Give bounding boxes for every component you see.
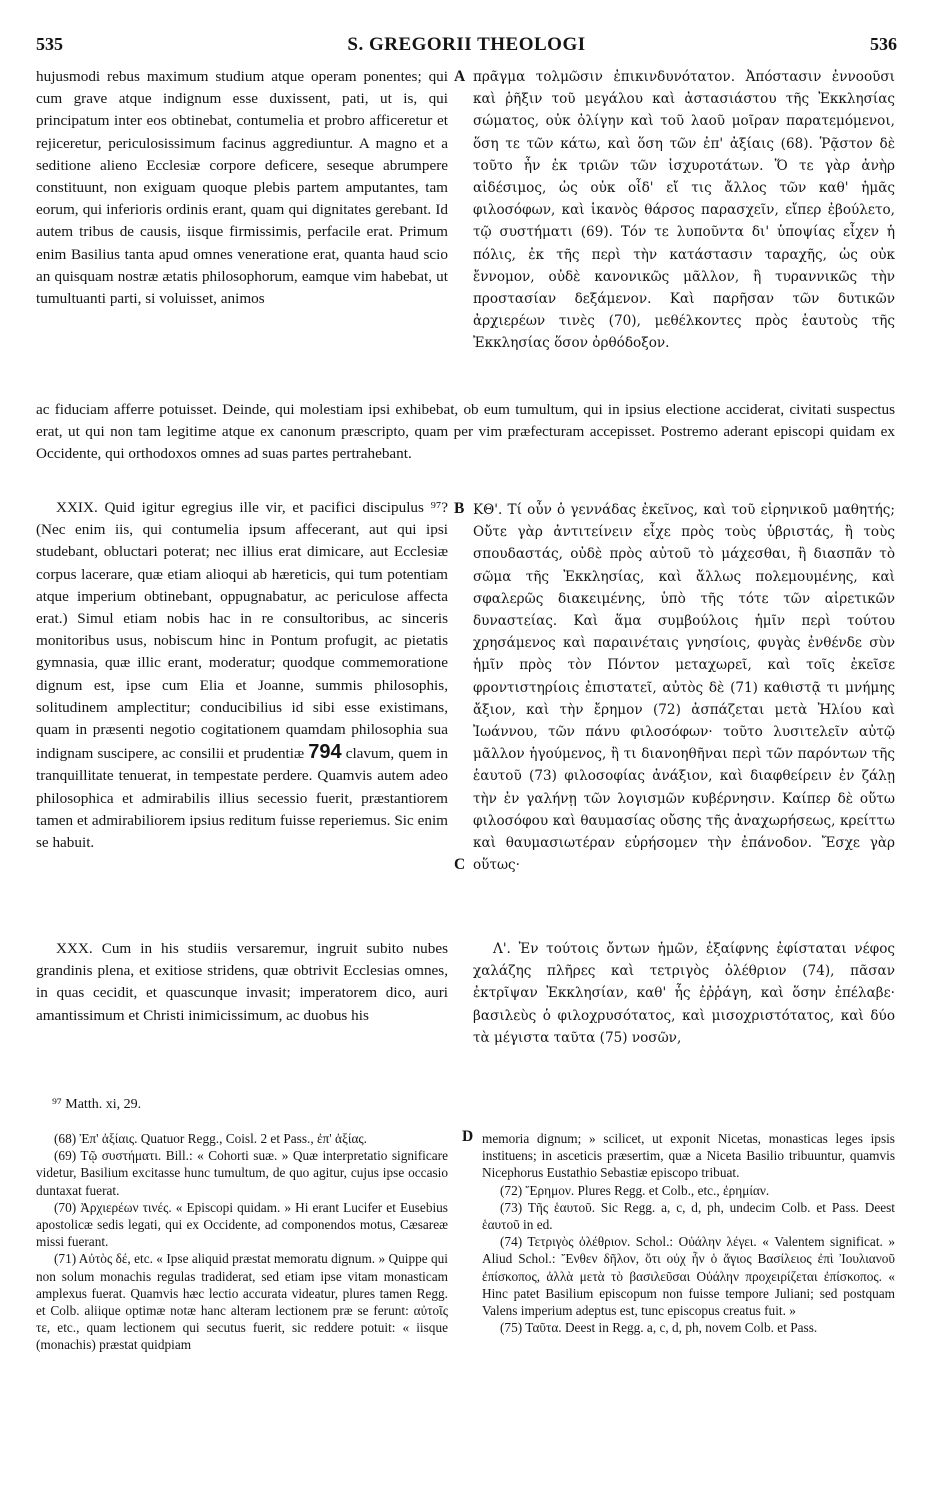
note-71: (71) Αὐτὸς δέ, etc. « Ipse aliquid præstat memoratu dignum. » Quippe qui non solum monachis regulas tradiderat, sed etiam ipse vitam monasticam amplexus fuerat. Quamvis hæc lectio accurata videatur, plures tamen Regg. et Colb. aliique optimæ notæ hanc alteram lectionem præ se ferunt: αὐτοῖς τε, etc., quam lectionem qui secutus fuerit, sic reddere potuit: « iisque (monachis) præstat quidpiam [36,1251,448,1353]
latin-section-xxx: XXX. Cum in his studiis versaremur, ingruit subito nubes grandinis plena, et exitiose stridens, quæ obtrivit Ecclesias omnes, in quas cecidit, et quascunque invasit; imperatorem dico, auri amantissimum et Christi inimicissimum, ac duobus his [36,940,448,1024]
note-74: (74) Τετριγὸς ὀλέθριον. Schol.: Οὐάλην λέγει. « Valentem significat. » Aliud Schol.: Ἔνθεν δῆλον, ὅτι οὐχ ἦν ὁ ἅγιος Βασίλειος ἐπὶ Ἰουλιανοῦ ἐπίσκοπος, ἀλλὰ μετὰ τὸ βασιλεῦσαι Οὐάλην προχειρίζεται ἐπίσκοπος. « Hinc patet Basilium episcopum non fuisse tempore Juliani; sed postquam Valens imperium adeptus est, tunc episcopus creatus fuit. » [482,1234,895,1319]
section-marker-d: D [462,1128,474,1145]
greek-section-xxx: Λ'. Ἐν τούτοις ὄντων ἡμῶν, ἐξαίφνης ἐφίσταται νέφος χαλάζης πλῆρες καὶ τετριγὸς ὀλέθριον (74), πᾶσαν ἐκτρῖψαν Ἐκκλησίαν, καθ' ἧς ἐῤῥάγη, καὶ ὅσην ἐπέλαβε· βασιλεὺς ὁ φιλοχρυσότατος, καὶ μισοχριστότατος, καὶ δύο τὰ μέγιστα ταῦτα (75) νοσῶν, [473,941,895,1046]
latin-full-width-paragraph [36,399,895,466]
latin-section-xxix-text-end: clavum, quem in tranquillitate tenuerat, in tempestate perdere. Quamvis autem adeo philosophica et admirabilis illius secessio fuerit, præstantiorem tamen et admirabiliorem ipsius reditum fuisse reperiemus. Sic enim se habuit. [36,745,448,852]
latin-paragraph: hujusmodi rebus maximum studium atque operam ponentes; qui cum grave atque indignum esse duxissent, pati, ut is, qui principatum inter eos obtinebat, contumelia et probro afficeretur et rejiceretur, periculosissimum facinus aggrediuntur. A magno et a seditione alieno Ecclesiæ corpore deficere, seseque abrumpere constituunt, non exiguam quoque plebis partem amputantes, tam eorum, qui inferioris ordinis erant, quam qui dignitates gerebant. Id autem tribus de causis, iisque firmissimis, perfacile erat. Primum enim Basilius tanta apud omnes veneratione erat, quanta haud scio an quisquam nostræ ætatis philosophorum, eamque vim habebat, ut tumultuanti parti, si voluisset, animos [36,68,448,308]
latin-column-xxx [36,938,448,1027]
latin-column-xxix [36,497,448,854]
page-number-left: 535 [36,34,63,54]
migne-column-number: 794 [308,741,342,764]
note-72: (72) Ἔρημον. Plures Regg. et Colb., etc., ἐρημίαν. [500,1182,770,1198]
scripture-footnote: ⁹⁷ Matth. xi, 29. [52,1097,142,1112]
note-75: (75) Ταῦτα. Deest in Regg. a, c, d, ph, novem Colb. et Pass. [500,1320,818,1336]
running-title: S. GREGORII THEOLOGI [347,34,586,55]
greek-column-top [473,66,895,355]
latin-section-xxix [36,497,448,854]
note-71-continued: memoria dignum; » scilicet, ut exponit Nicetas, monasticas leges ipsis instituens; in asceticis præsertim, quæ a Niceta Basilio tribuuntur, quamvis Nicephorus Eustathio Sebastiæ episcopo tribuat. [482,1131,895,1181]
note-73: (73) Τῆς ἑαυτοῦ. Sic Regg. a, c, d, ph, undecim Colb. et Pass. Deest ἑαυτοῦ in ed. [482,1199,895,1233]
note-69: (69) Τῷ συστήματι. Bill.: « Cohorti suæ. » Quæ interpretatio significare videtur, Basilium excitasse hunc tumultum, de quo agitur, cujus ipse occasio duntaxat fuerat. [36,1148,448,1198]
section-marker-b: B [454,500,465,517]
notes-column-right [482,1130,895,1336]
greek-column-xxix [473,499,895,876]
latin-section-xxix-text: XXIX. Quid igitur egregius ille vir, et pacifici discipulus ⁹⁷? (Nec enim iis, qui contumelia ipsum affecerant, aut qui ipsi studebant, obluctari poterat; nec illius erat dimicare, aut Ecclesiæ corpus lacerare, quæ etiam alioqui ab hæreticis, qui tum potentiam atque imperium obtinebant, oppugnabatur, ac periculose affecta erat.) Simul etiam nobis hac in re consultoribus, ac sinceris monitoribus usus, nobiscum hinc in Pontum profugit, ac pietatis gymnasia, quæ illic erant, moderatur; quodque commemoratione dignum est, ipse cum Elia et Joanne, summis philosophis, solitudinem amplectitur; conducibilius id sibi esse existimans, quam in præsenti negotio cogitationem quamdam philosophia sua indignam suscipere, ac consilii et prudentiæ [36,499,448,763]
latin-column-top [36,66,448,310]
note-70: (70) Ἀρχιερέων τινές. « Episcopi quidam. » Hi erant Lucifer et Eusebius apostolicæ sedis legati, qui ex Occidente, ad componendos motus, Cæsareæ missi fuerant. [36,1199,448,1250]
notes-column-left [36,1130,448,1354]
greek-column-xxx [473,938,895,1049]
page-header [36,34,897,60]
section-marker-c: C [454,856,466,873]
latin-continuation-text: ac fiduciam afferre potuisset. Deinde, qui molestiam ipsi exhibebat, ob eum tumultum, qui in ipsius electione acciderat, civitati suspectus erat, ut qui non tam legitime atque ex canonum præscripto, quam per vim præfecturam accepisset. Postremo aderant episcopi quidam ex Occidente, qui orthodoxos omnes ad suas partes pertrahebant. [36,401,895,463]
section-marker-a: A [454,68,466,85]
greek-section-xxix: ΚΘ'. Τί οὖν ὁ γεννάδας ἐκεῖνος, καὶ τοῦ εἰρηνικοῦ μαθητής; Οὔτε γὰρ ἀντιτείνειν εἶχε πρὸς τοὺς ὑβριστάς, ἢ τοὺς σπουδαστάς, οὐδὲ πρὸς αὐτοῦ τὸ μάχεσθαι, ἢ διασπᾶν τὸ σῶμα τῆς Ἐκκλησίας, καὶ ἄλλως πολεμουμένης, καὶ σφαλερῶς διακειμένης, ὑπὸ τῆς τότε τῶν αἱρετικῶν δυναστείας. Καὶ ἅμα συμβούλοις ἡμῖν περὶ τούτου χρησάμενος καὶ παραινέταις γνησίοις, φυγὰς ἐνθένδε σὺν ἡμῖν πρὸς τὸν Πόντον μεταχωρεῖ, καὶ τοῖς ἐκεῖσε φροντιστηρίοις ἐπιστατεῖ, αὐτὸς δὲ (71) καθιστᾷ τι μνήμης ἄξιον, καὶ τὴν ἔρημον (72) ἀσπάζεται μετὰ Ἠλίου καὶ Ἰωάννου, τῶν πάνυ φιλοσόφων· τοῦτο λυσιτελεῖν αὐτῷ μᾶλλον ἡγούμενος, ἢ τι διανοηθῆναι περὶ τῶν παρόντων τῆς ἑαυτοῦ (73) φιλοσοφίας ἀνάξιον, καὶ διαφθείρειν ἐν ζάλῃ τὴν ἐν γαλήνῃ τῶν λογισμῶν κυβέρνησιν. Καίπερ δὲ οὕτω φιλοσόφου καὶ θαυμασίας οὔσης τῆς ἀναχωρήσεως, κρείττω καὶ θαυμασιωτέραν εὑρήσομεν τὴν ἐπάνοδον. Ἔσχε γὰρ οὕτως· [473,502,895,874]
note-68: (68) Ἐπ' ἀξίαις. Quatuor Regg., Coisl. 2 et Pass., ἐπ' ἀξίας. [54,1131,368,1146]
page-number-right: 536 [870,34,897,54]
greek-paragraph: πρᾶγμα τολμῶσιν ἐπικινδυνότατον. Ἀπόστασιν ἐννοοῦσι καὶ ῥῆξιν τοῦ μεγάλου καὶ ἀστασιάστου τῆς Ἐκκλησίας σώματος, οὐκ ὀλίγην καὶ τοῦ λαοῦ μοῖραν παρατεμόμενοι, ὅση τε τῶν κάτω, καὶ ὅση τῶν ἐπ' ἀξίαις (68). Ῥᾷστον δὲ τοῦτο ἦν ἐκ τριῶν τῶν ἰσχυροτάτων. Ὅ τε γὰρ ἀνὴρ αἰδέσιμος, ὡς οὐκ οἶδ' εἴ τις ἄλλος τῶν καθ' ἡμᾶς φιλοσόφων, καὶ ἱκανὸς θάρσος παρασχεῖν, εἴπερ ἐβούλετο, τῷ συστήματι (69). Τόν τε λυποῦντα δι' ὑποψίας εἶχεν ἡ πόλις, ἐκ τῆς περὶ τὴν κατάστασιν ταραχῆς, ὡς οὐκ ἔννομον, οὐδὲ κανονικῶς μᾶλλον, ἢ τυραννικῶς τὴν προστασίαν δεξάμενον. Καὶ παρῆσαν τῶν δυτικῶν ἀρχιερέων τινὲς (70), μεθέλκοντες πρὸς ἑαυτοὺς τῆς Ἐκκλησίας ὅσον ὀρθόδοξον. [473,69,895,352]
